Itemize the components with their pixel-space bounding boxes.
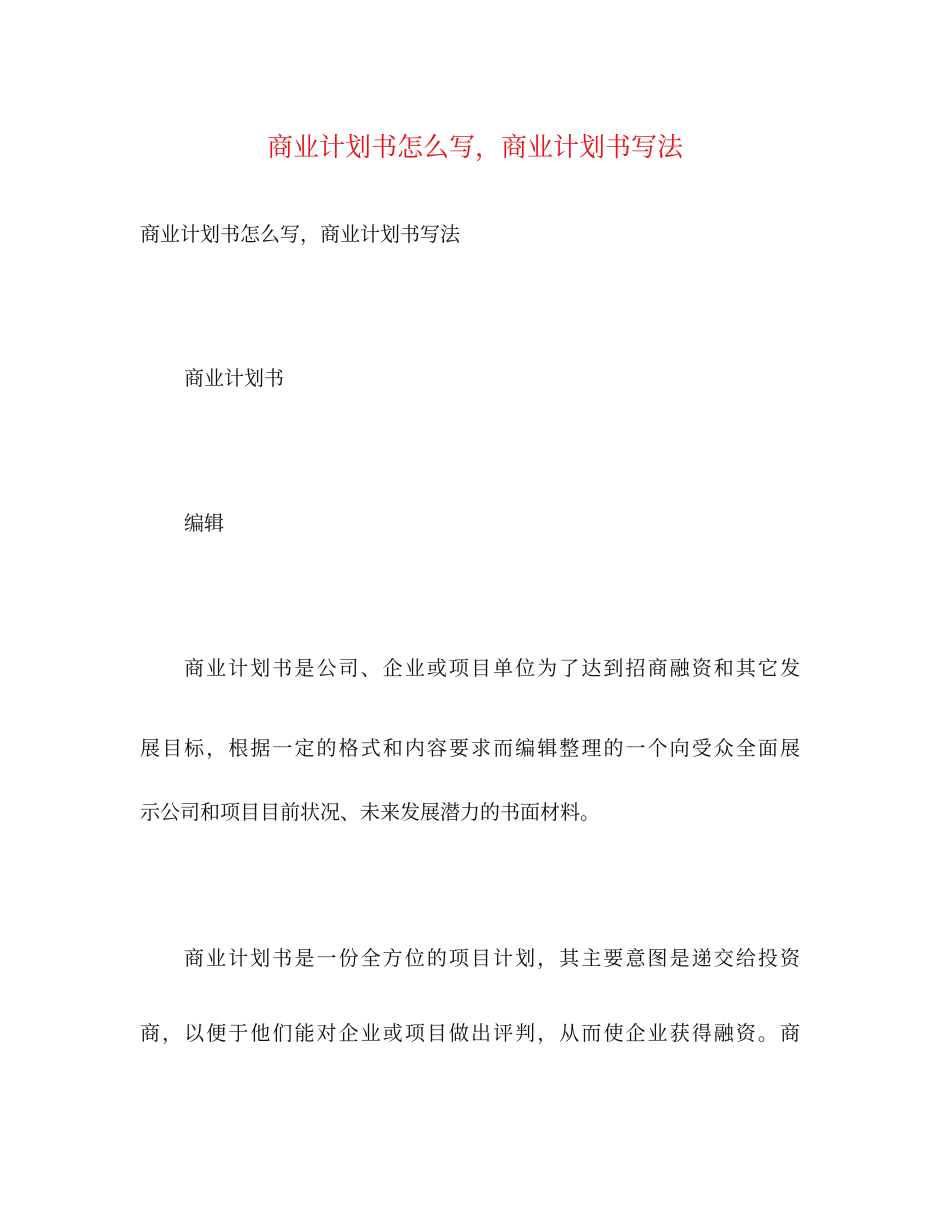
- section-heading: 商业计划书: [184, 366, 284, 390]
- paragraph-1-line-1: 商业计划书是公司、企业或项目单位为了达到招商融资和其它发: [184, 656, 800, 680]
- document-title: 商业计划书怎么写，商业计划书写法: [266, 133, 683, 163]
- paragraph-2-line-1: 商业计划书是一份全方位的项目计划，其主要意图是递交给投资: [184, 946, 800, 970]
- paragraph-2-line-2: 商，以便于他们能对企业或项目做出评判，从而使企业获得融资。商: [140, 1021, 800, 1045]
- paragraph-1-line-2: 展目标，根据一定的格式和内容要求而编辑整理的一个向受众全面展: [140, 736, 800, 760]
- document-subtitle: 商业计划书怎么写，商业计划书写法: [140, 222, 460, 246]
- paragraph-1-line-3: 示公司和项目目前状况、未来发展潜力的书面材料。: [140, 800, 600, 824]
- edit-label: 编辑: [184, 511, 224, 535]
